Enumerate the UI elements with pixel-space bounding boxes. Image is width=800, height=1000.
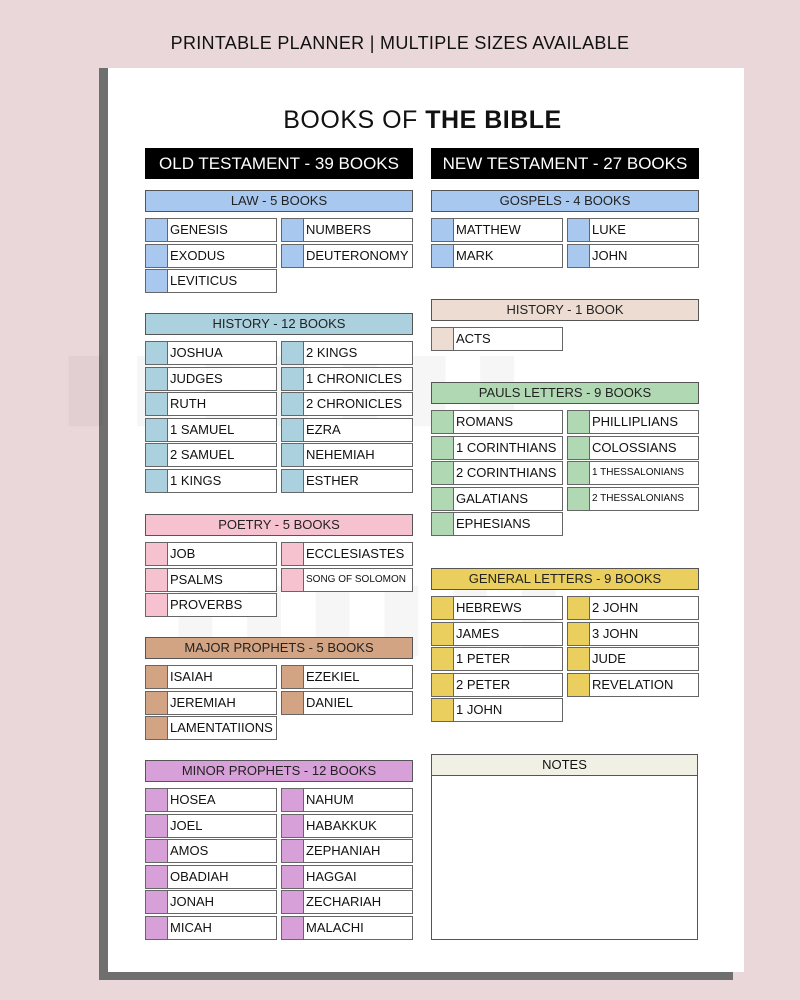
book-checkbox[interactable] (568, 674, 590, 696)
book-name: PSALMS (170, 571, 223, 587)
book-checkbox[interactable] (568, 437, 590, 459)
book-name: 1 CORINTHIANS (456, 439, 557, 455)
book-checkbox[interactable] (568, 462, 590, 484)
book-checkbox[interactable] (568, 219, 590, 241)
book-checkbox[interactable] (432, 513, 454, 535)
book-1-thessalonians[interactable] (567, 461, 699, 485)
book-jeremiah[interactable] (145, 691, 277, 715)
book-name: RUTH (170, 396, 207, 412)
book-genesis[interactable] (145, 218, 277, 242)
book-name: LAMENTATIIONS (170, 720, 273, 736)
book-checkbox[interactable] (282, 342, 304, 364)
book-name: MALACHI (306, 920, 364, 935)
book-checkbox[interactable] (432, 245, 454, 267)
nt-history-heading: HISTORY - 1 BOOK (431, 299, 699, 321)
book-checkbox[interactable] (146, 917, 168, 939)
book-checkbox[interactable] (282, 789, 304, 811)
book-checkbox[interactable] (146, 840, 168, 862)
book-daniel[interactable] (281, 691, 413, 715)
book-checkbox[interactable] (146, 569, 168, 591)
book-checkbox[interactable] (146, 666, 168, 688)
book-isaiah[interactable] (145, 665, 277, 689)
book-revelation[interactable] (567, 673, 699, 697)
book-name: HAGGAI (306, 868, 357, 884)
book-luke[interactable] (567, 218, 699, 242)
book-amos[interactable] (145, 839, 277, 863)
book-romans[interactable] (431, 410, 563, 434)
book-micah[interactable] (145, 916, 277, 940)
book-1-corinthians[interactable] (431, 436, 563, 460)
book-checkbox[interactable] (282, 666, 304, 688)
book-checkbox[interactable] (432, 623, 454, 645)
book-1-peter[interactable] (431, 647, 563, 671)
law-heading: LAW - 5 BOOKS (145, 190, 413, 212)
book-name: REVELATION (592, 676, 674, 692)
book-john[interactable] (567, 244, 699, 268)
book-checkbox[interactable] (568, 245, 590, 267)
book-checkbox[interactable] (146, 470, 168, 492)
book-checkbox[interactable] (432, 674, 454, 696)
book-ezra[interactable] (281, 418, 413, 442)
book-checkbox[interactable] (146, 419, 168, 441)
book-hosea[interactable] (145, 788, 277, 812)
book-2-peter[interactable] (431, 673, 563, 697)
book-ephesians[interactable] (431, 512, 563, 536)
book-2-samuel[interactable] (145, 443, 277, 467)
book-exodus[interactable] (145, 244, 277, 268)
book-checkbox[interactable] (432, 597, 454, 619)
book-2-thessalonians[interactable] (567, 487, 699, 511)
book-checkbox[interactable] (568, 488, 590, 510)
book-1-john[interactable] (431, 698, 563, 722)
book-haggai[interactable] (281, 865, 413, 889)
book-2-kings[interactable] (281, 341, 413, 365)
book-name: ZEPHANIAH (306, 843, 381, 859)
book-checkbox[interactable] (568, 597, 590, 619)
book-checkbox[interactable] (146, 866, 168, 888)
book-name: ACTS (456, 331, 491, 346)
book-name: PHILLIPLIANS (592, 414, 678, 429)
major-prophets-heading: MAJOR PROPHETS - 5 BOOKS (145, 637, 413, 659)
book-lamentatiions[interactable] (145, 716, 277, 740)
book-checkbox[interactable] (282, 917, 304, 939)
book-name: 2 CHRONICLES (306, 396, 403, 412)
book-checkbox[interactable] (282, 891, 304, 913)
book-matthew[interactable] (431, 218, 563, 242)
book-proverbs[interactable] (145, 593, 277, 617)
page-title (0, 106, 800, 135)
book-2-corinthians[interactable] (431, 461, 563, 485)
book-habakkuk[interactable] (281, 814, 413, 838)
book-jude[interactable] (567, 647, 699, 671)
book-checkbox[interactable] (282, 543, 304, 565)
book-checkbox[interactable] (282, 692, 304, 714)
new-testament-heading: NEW TESTAMENT - 27 BOOKS (431, 148, 699, 179)
notes-area[interactable] (431, 776, 698, 940)
book-leviticus[interactable] (145, 269, 277, 293)
book-esther[interactable] (281, 469, 413, 493)
book-checkbox[interactable] (146, 393, 168, 415)
book-ruth[interactable] (145, 392, 277, 416)
book-name: 3 JOHN (592, 625, 639, 641)
title-light: BOOKS OF (283, 106, 426, 134)
book-mark[interactable] (431, 244, 563, 268)
book-checkbox[interactable] (432, 699, 454, 721)
book-checkbox[interactable] (146, 594, 168, 616)
book-name: EZRA (306, 421, 341, 437)
book-checkbox[interactable] (282, 368, 304, 390)
book-nehemiah[interactable] (281, 443, 413, 467)
book-checkbox[interactable] (146, 245, 168, 267)
book-zechariah[interactable] (281, 890, 413, 914)
book-1-samuel[interactable] (145, 418, 277, 442)
book-galatians[interactable] (431, 487, 563, 511)
title-bold: THE BIBLE (425, 106, 562, 134)
book-judges[interactable] (145, 367, 277, 391)
book-name: JUDGES (170, 370, 223, 386)
notes-heading: NOTES (431, 754, 698, 776)
history-heading: HISTORY - 12 BOOKS (145, 313, 413, 335)
book-checkbox[interactable] (432, 648, 454, 670)
book-name: MICAH (170, 920, 212, 935)
book-2-chronicles[interactable] (281, 392, 413, 416)
book-joel[interactable] (145, 814, 277, 838)
book-checkbox[interactable] (432, 328, 454, 350)
book-ecclesiastes[interactable] (281, 542, 413, 566)
book-name: JOEL (170, 817, 203, 833)
book-joshua[interactable] (145, 341, 277, 365)
book-name: 1 SAMUEL (170, 421, 235, 437)
book-ezekiel[interactable] (281, 665, 413, 689)
poetry-heading: POETRY - 5 BOOKS (145, 514, 413, 536)
book-checkbox[interactable] (146, 543, 168, 565)
book-acts[interactable] (431, 327, 563, 351)
book-checkbox[interactable] (146, 717, 168, 739)
book-name: JOHN (592, 247, 628, 263)
book-name: 1 THESSALONIANS (592, 467, 685, 479)
book-checkbox[interactable] (146, 270, 168, 292)
book-name: GENESIS (170, 222, 228, 237)
book-checkbox[interactable] (282, 419, 304, 441)
book-name: PROVERBS (170, 597, 243, 613)
book-name: MATTHEW (456, 222, 521, 237)
book-name: AMOS (170, 843, 209, 859)
book-name: NUMBERS (306, 222, 372, 237)
book-name: SONG OF SOLOMON (306, 573, 407, 585)
book-name: NEHEMIAH (306, 447, 375, 463)
book-name: JONAH (170, 894, 215, 910)
book-job[interactable] (145, 542, 277, 566)
book-name: JOB (170, 546, 196, 561)
book-hebrews[interactable] (431, 596, 563, 620)
book-name: 2 CORINTHIANS (456, 465, 557, 481)
book-checkbox[interactable] (146, 219, 168, 241)
book-name: 2 THESSALONIANS (592, 492, 685, 504)
book-checkbox[interactable] (282, 444, 304, 466)
book-1-kings[interactable] (145, 469, 277, 493)
book-name: COLOSSIANS (592, 439, 677, 455)
book-colossians[interactable] (567, 436, 699, 460)
book-name: ESTHER (306, 473, 359, 488)
book-1-chronicles[interactable] (281, 367, 413, 391)
gospels-heading: GOSPELS - 4 BOOKS (431, 190, 699, 212)
book-name: EXODUS (170, 247, 225, 263)
book-checkbox[interactable] (282, 815, 304, 837)
book-name: ECCLESIASTES (306, 546, 405, 561)
book-name: 1 CHRONICLES (306, 370, 403, 386)
book-deuteronomy[interactable] (281, 244, 413, 268)
book-name: DANIEL (306, 694, 353, 710)
book-name: LUKE (592, 222, 626, 237)
book-song-of-solomon[interactable] (281, 568, 413, 592)
book-name: EPHESIANS (456, 516, 531, 532)
pauls-letters-heading: PAULS LETTERS - 9 BOOKS (431, 382, 699, 404)
book-zephaniah[interactable] (281, 839, 413, 863)
book-checkbox[interactable] (432, 411, 454, 433)
book-checkbox[interactable] (282, 569, 304, 591)
book-name: 2 KINGS (306, 345, 358, 360)
book-checkbox[interactable] (568, 648, 590, 670)
book-nahum[interactable] (281, 788, 413, 812)
book-checkbox[interactable] (568, 623, 590, 645)
book-name: LEVITICUS (170, 273, 238, 289)
book-name: OBADIAH (170, 868, 229, 884)
book-name: JOSHUA (170, 345, 223, 360)
book-checkbox[interactable] (146, 444, 168, 466)
book-name: MARK (456, 247, 494, 263)
book-3-john[interactable] (567, 622, 699, 646)
book-name: EZEKIEL (306, 669, 360, 684)
book-name: HEBREWS (456, 600, 522, 615)
planner-banner: PRINTABLE PLANNER | MULTIPLE SIZES AVAILABLE (170, 33, 630, 53)
book-checkbox[interactable] (282, 245, 304, 267)
book-malachi[interactable] (281, 916, 413, 940)
book-checkbox[interactable] (568, 411, 590, 433)
general-letters-heading: GENERAL LETTERS - 9 BOOKS (431, 568, 699, 590)
book-checkbox[interactable] (146, 342, 168, 364)
book-checkbox[interactable] (282, 840, 304, 862)
book-checkbox[interactable] (282, 393, 304, 415)
book-name: HABAKKUK (306, 817, 377, 833)
book-name: JUDE (592, 651, 626, 667)
book-obadiah[interactable] (145, 865, 277, 889)
book-name: GALATIANS (456, 490, 529, 506)
book-checkbox[interactable] (146, 789, 168, 811)
book-psalms[interactable] (145, 568, 277, 592)
book-checkbox[interactable] (432, 462, 454, 484)
minor-prophets-heading: MINOR PROPHETS - 12 BOOKS (145, 760, 413, 782)
book-name: 2 SAMUEL (170, 447, 235, 463)
book-name: DEUTERONOMY (306, 247, 409, 263)
book-name: 1 JOHN (456, 702, 503, 718)
book-checkbox[interactable] (146, 815, 168, 837)
book-2-john[interactable] (567, 596, 699, 620)
book-name: ZECHARIAH (306, 894, 382, 910)
book-checkbox[interactable] (146, 891, 168, 913)
book-name: 2 PETER (456, 676, 511, 692)
book-checkbox[interactable] (432, 437, 454, 459)
book-philliplians[interactable] (567, 410, 699, 434)
book-checkbox[interactable] (282, 219, 304, 241)
book-checkbox[interactable] (282, 470, 304, 492)
book-name: 1 KINGS (170, 473, 222, 488)
book-name: 2 JOHN (592, 600, 639, 615)
book-name: HOSEA (170, 792, 216, 807)
book-name: JAMES (456, 625, 500, 641)
book-name: ROMANS (456, 414, 514, 429)
book-checkbox[interactable] (282, 866, 304, 888)
book-name: NAHUM (306, 792, 354, 807)
book-name: 1 PETER (456, 651, 511, 667)
book-checkbox[interactable] (146, 692, 168, 714)
book-checkbox[interactable] (432, 219, 454, 241)
book-checkbox[interactable] (432, 488, 454, 510)
book-jonah[interactable] (145, 890, 277, 914)
book-name: ISAIAH (170, 669, 213, 684)
book-james[interactable] (431, 622, 563, 646)
book-numbers[interactable] (281, 218, 413, 242)
old-testament-heading: OLD TESTAMENT - 39 BOOKS (145, 148, 413, 179)
book-checkbox[interactable] (146, 368, 168, 390)
book-name: JEREMIAH (170, 694, 236, 710)
